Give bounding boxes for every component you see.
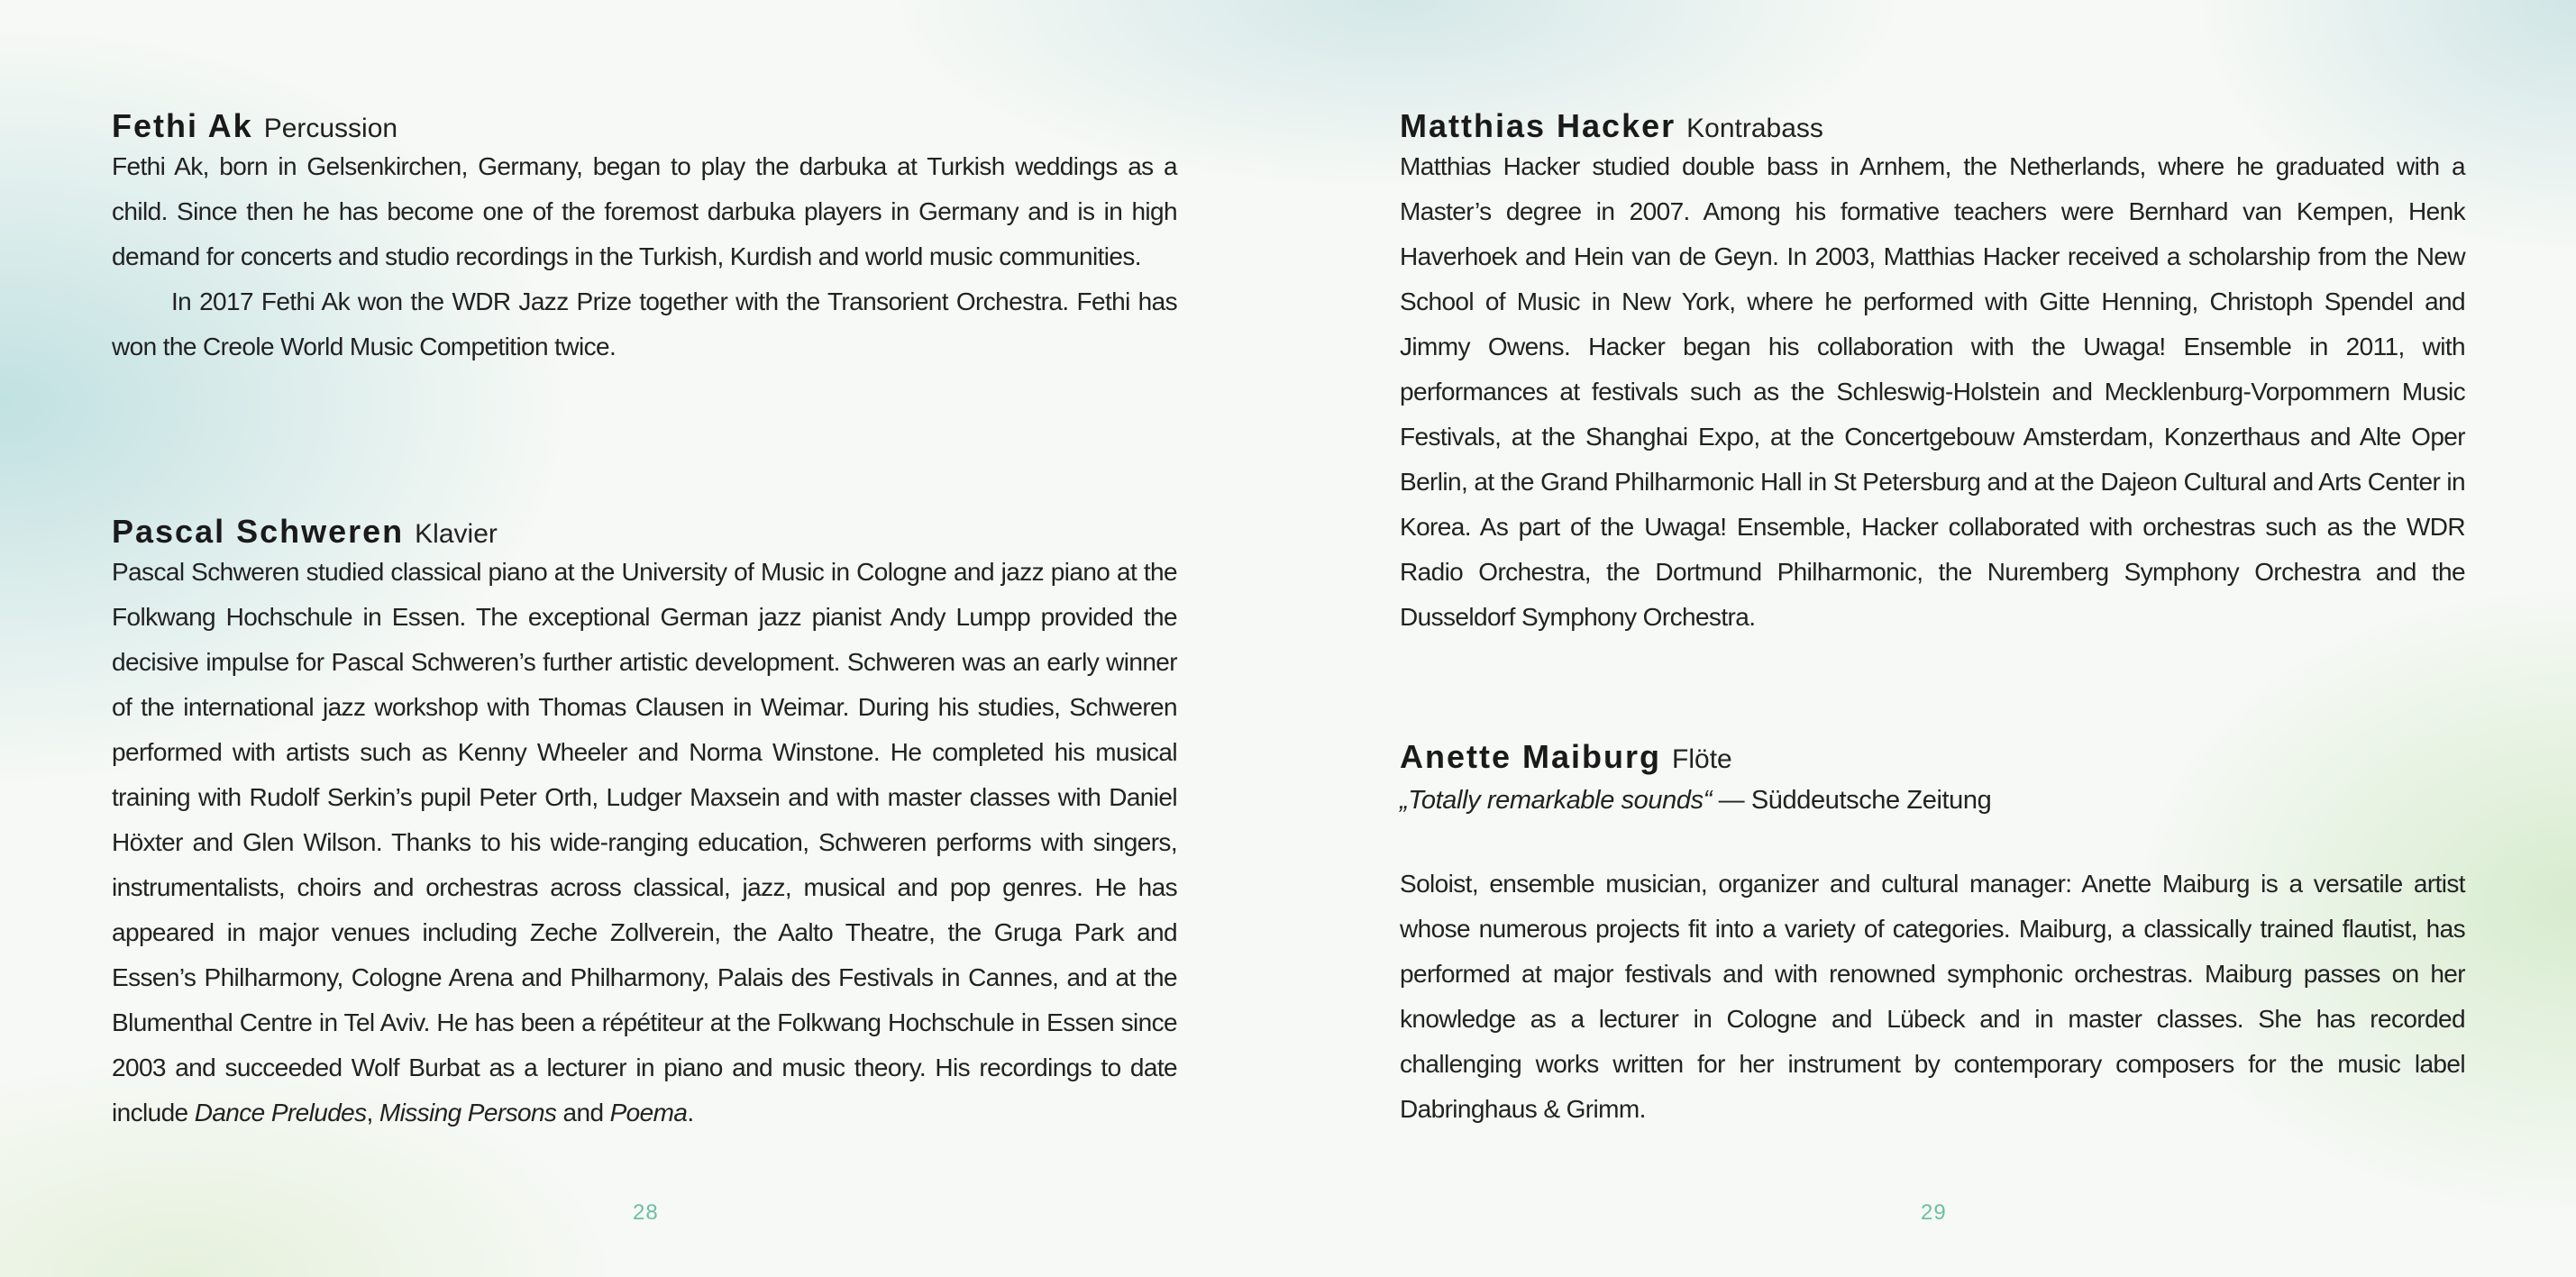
recording-title: Dance Preludes xyxy=(194,1099,367,1126)
bio-paragraph: Soloist, ensemble musician, organizer and cultural manager: Anette Maiburg is a versatile artist whose numerous projects fit into a variety of categories. Maiburg, a classically trained flautist, has performed at major festivals and with renowned symphonic orchestras. Maiburg passes on her knowledge as a lecturer in Cologne and Lübeck and in master classes. She has recorded challenging works written for her instrument by contemporary composers for the music label Dabringhaus & Grimm. xyxy=(1400,870,2465,1123)
bio-heading xyxy=(112,514,1177,550)
musician-name: Fethi Ak xyxy=(112,107,253,144)
quote-text: „Totally remarkable sounds“ xyxy=(1400,786,1712,815)
bio-heading xyxy=(1400,739,2465,775)
bio-paragraph: Fethi Ak, born in Gelsenkirchen, Germany, began to play the darbuka at Turkish weddings as a child. Since then he has become one of the foremost darbuka players in Germany and is in high demand for concerts and studio recordings in the Turkish, Kurdish and world music communities. xyxy=(112,152,1177,270)
musician-name: Pascal Schweren xyxy=(112,513,405,550)
page-number-right: 29 xyxy=(1921,1200,1947,1225)
bio-fethi-ak xyxy=(112,108,1177,369)
bio-heading xyxy=(112,108,1177,144)
right-page xyxy=(1400,0,2465,1277)
musician-name: Anette Maiburg xyxy=(1400,738,1662,775)
bio-paragraph: Matthias Hacker studied double bass in Arnhem, the Netherlands, where he graduated with a Master’s degree in 2007. Among his formative teachers were Bernhard van Kempen, Henk Haverhoek and Hein van de Geyn. In 2003, Matthias Hacker received a scholarship from the New School of Music in New York, where he performed with Gitte Henning, Christoph Spendel and Jimmy Owens. Hacker began his collaboration with the Uwaga! Ensemble in 2011, with performances at festivals such as the Schleswig-Holstein and Mecklenburg-Vorpommern Music Festivals, at the Shanghai Expo, at the Concertgebouw Amsterdam, Konzerthaus and Alte Oper Berlin, at the Grand Philharmonic Hall in St Petersburg and at the Dajeon Cultural and Arts Center in Korea. As part of the Uwaga! Ensemble, Hacker collaborated with orchestras such as the WDR Radio Orchestra, the Dortmund Philharmonic, the Nuremberg Symphony Orchestra and the Dusseldorf Symphony Orchestra. xyxy=(1400,152,2465,631)
bio-text-main: Pascal Schweren studied classical piano at the University of Music in Cologne and jazz piano at the Folkwang Hochschule in Essen. The exceptional German jazz pianist Andy Lumpp provided the decisive impulse for Pascal Schweren’s further artistic development. Schweren was an early winner of the international jazz workshop with Thomas Clausen in Weimar. During his studies, Schweren performed with artists such as Kenny Wheeler and Norma Winstone. He completed his musical training with Rudolf Serkin’s pupil Peter Orth, Ludger Maxsein and with master classes with Daniel Höxter and Glen Wilson. Thanks to his wide-ranging education, Schweren performs with singers, instrumentalists, choirs and orchestras across classical, jazz, musical and pop genres. He has appeared in major venues including Zeche Zollverein, the Aalto Theatre, the Gruga Park and Essen’s Philharmony, Cologne Arena and Philharmony, Palais des Festivals in Cannes, and at the Blumenthal Centre in Tel Aviv. He has been a répétiteur at the Folkwang Hochschule in Essen since 2003 and succeeded Wolf Burbat as a lecturer in piano and music theory. His recordings to date include xyxy=(112,558,1177,1126)
bio-matthias-hacker xyxy=(1400,108,2465,640)
separator: and xyxy=(556,1099,610,1126)
separator: , xyxy=(366,1099,379,1126)
separator: . xyxy=(687,1099,694,1126)
musician-instrument: Flöte xyxy=(1672,744,1732,774)
press-quote xyxy=(1400,779,2465,822)
quote-source: — Süddeutsche Zeitung xyxy=(1711,786,1992,815)
musician-instrument: Percussion xyxy=(263,114,398,143)
recording-title: Poema xyxy=(609,1099,688,1126)
bio-paragraph xyxy=(112,550,1177,1136)
bio-anette-maiburg xyxy=(1400,739,2465,1132)
musician-instrument: Kontrabass xyxy=(1686,114,1823,143)
musician-name: Matthias Hacker xyxy=(1400,107,1676,144)
left-page xyxy=(112,0,1177,1277)
bio-paragraph: In 2017 Fethi Ak won the WDR Jazz Prize together with the Transorient Orchestra. Fethi has won the Creole World Music Competition twice. xyxy=(112,287,1177,360)
bio-pascal-schweren xyxy=(112,514,1177,1136)
recording-title: Missing Persons xyxy=(379,1099,557,1126)
bio-heading xyxy=(1400,108,2465,144)
page-number-left: 28 xyxy=(633,1200,659,1225)
musician-instrument: Klavier xyxy=(415,519,498,549)
